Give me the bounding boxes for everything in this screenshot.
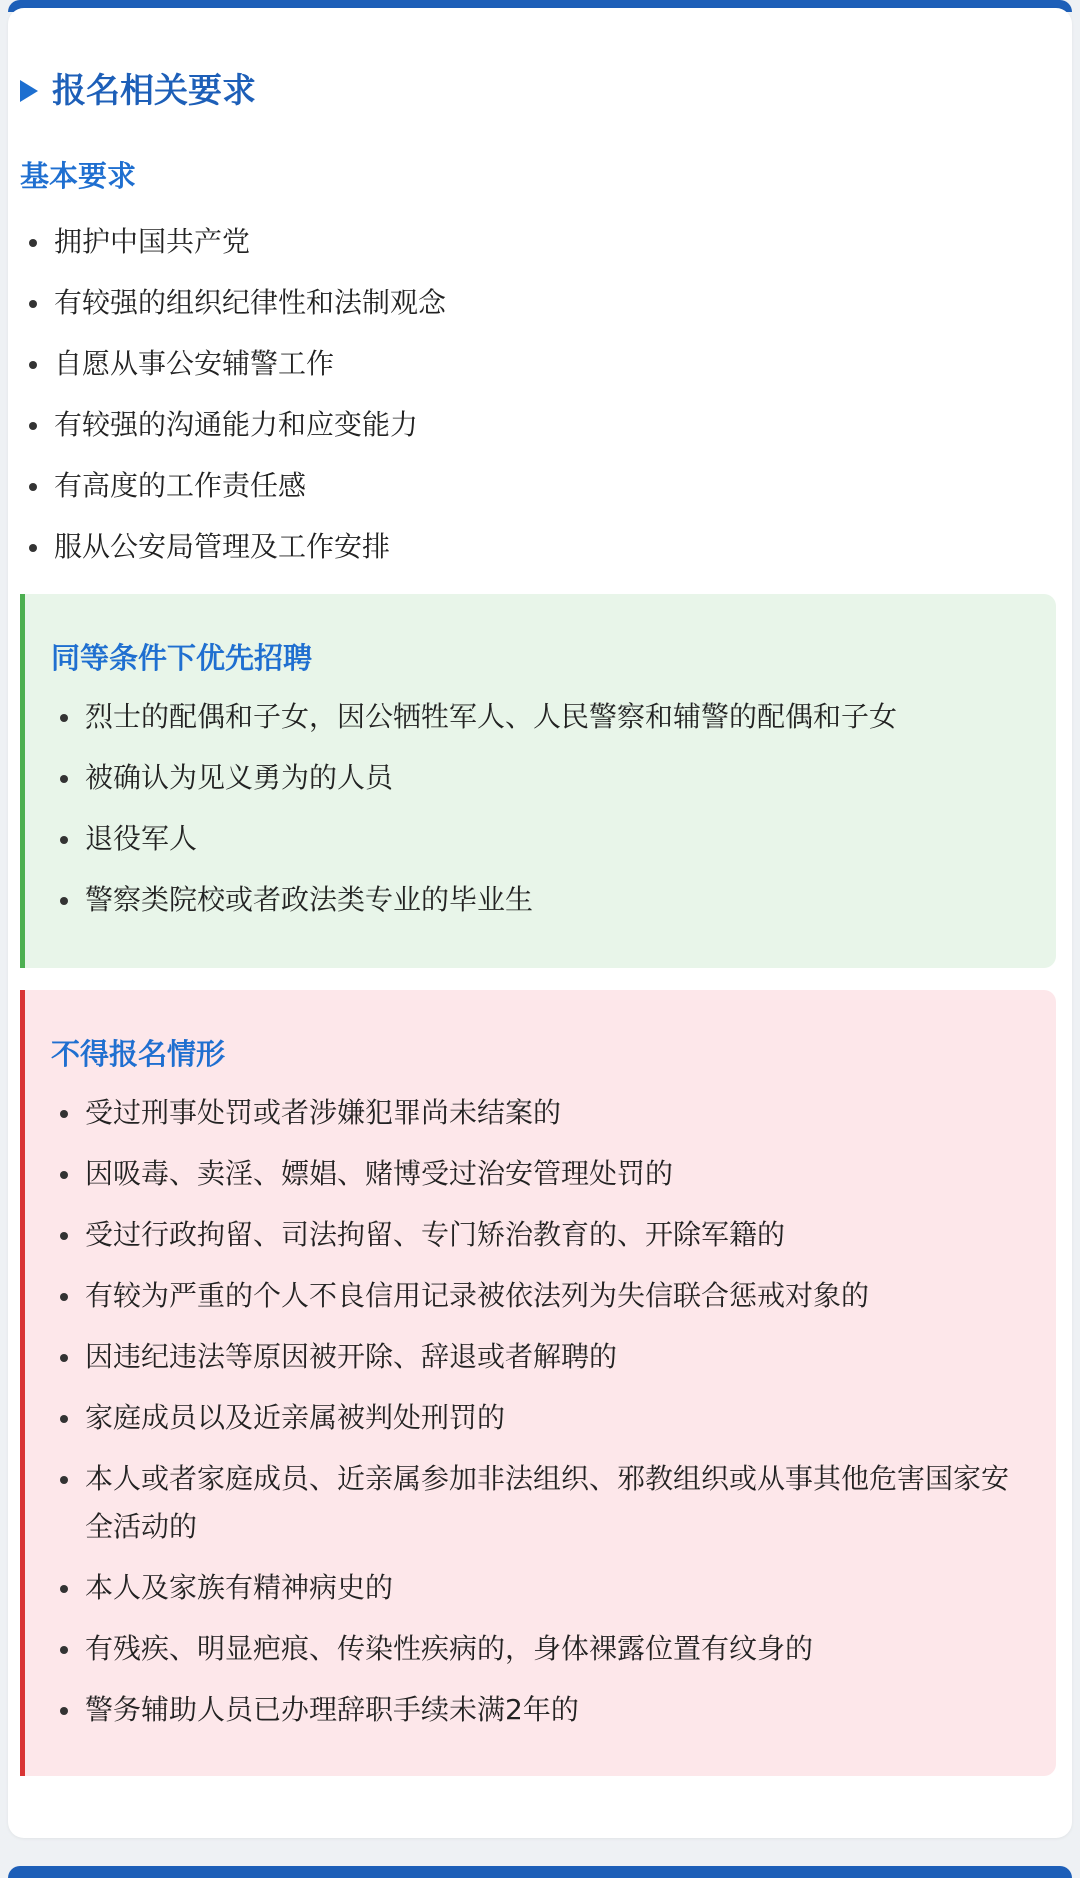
basic-requirements-list — [20, 218, 1060, 584]
list-item: 本人或者家庭成员、近亲属参加非法组织、邪教组织或从事其他危害国家安全活动的 — [51, 1455, 1030, 1564]
list-item: 受过行政拘留、司法拘留、专门矫治教育的、开除军籍的 — [51, 1211, 1030, 1272]
list-item: 服从公安局管理及工作安排 — [20, 523, 1060, 584]
section-title-text: 报名相关要求 — [52, 71, 256, 111]
list-item: 有较强的沟通能力和应变能力 — [20, 401, 1060, 462]
list-item: 被确认为见义勇为的人员 — [51, 754, 1030, 815]
bottom-accent-strip — [8, 1866, 1072, 1878]
ineligible-list — [51, 1089, 1030, 1747]
list-item: 有较强的组织纪律性和法制观念 — [20, 279, 1060, 340]
basic-requirements-heading: 基本要求 — [20, 159, 137, 193]
list-item: 受过刑事处罚或者涉嫌犯罪尚未结案的 — [51, 1089, 1030, 1150]
priority-hiring-box — [20, 594, 1056, 968]
ineligible-heading: 不得报名情形 — [51, 1037, 226, 1071]
list-item: 有高度的工作责任感 — [20, 462, 1060, 523]
list-item: 退役军人 — [51, 815, 1030, 876]
list-item: 因违纪违法等原因被开除、辞退或者解聘的 — [51, 1333, 1030, 1394]
section-title — [20, 71, 256, 111]
priority-hiring-heading: 同等条件下优先招聘 — [51, 641, 313, 675]
list-item: 警务辅助人员已办理辞职手续未满2年的 — [51, 1686, 1030, 1747]
list-item: 本人及家族有精神病史的 — [51, 1564, 1030, 1625]
list-item: 家庭成员以及近亲属被判处刑罚的 — [51, 1394, 1030, 1455]
list-item: 自愿从事公安辅警工作 — [20, 340, 1060, 401]
list-item: 拥护中国共产党 — [20, 218, 1060, 279]
priority-hiring-list — [51, 693, 1030, 937]
list-item: 有较为严重的个人不良信用记录被依法列为失信联合惩戒对象的 — [51, 1272, 1030, 1333]
list-item: 因吸毒、卖淫、嫖娼、赌博受过治安管理处罚的 — [51, 1150, 1030, 1211]
ineligible-box — [20, 990, 1056, 1776]
triangle-right-icon — [20, 80, 38, 102]
list-item: 烈士的配偶和子女，因公牺牲军人、人民警察和辅警的配偶和子女 — [51, 693, 1030, 754]
list-item: 有残疾、明显疤痕、传染性疾病的，身体裸露位置有纹身的 — [51, 1625, 1030, 1686]
list-item: 警察类院校或者政法类专业的毕业生 — [51, 876, 1030, 937]
